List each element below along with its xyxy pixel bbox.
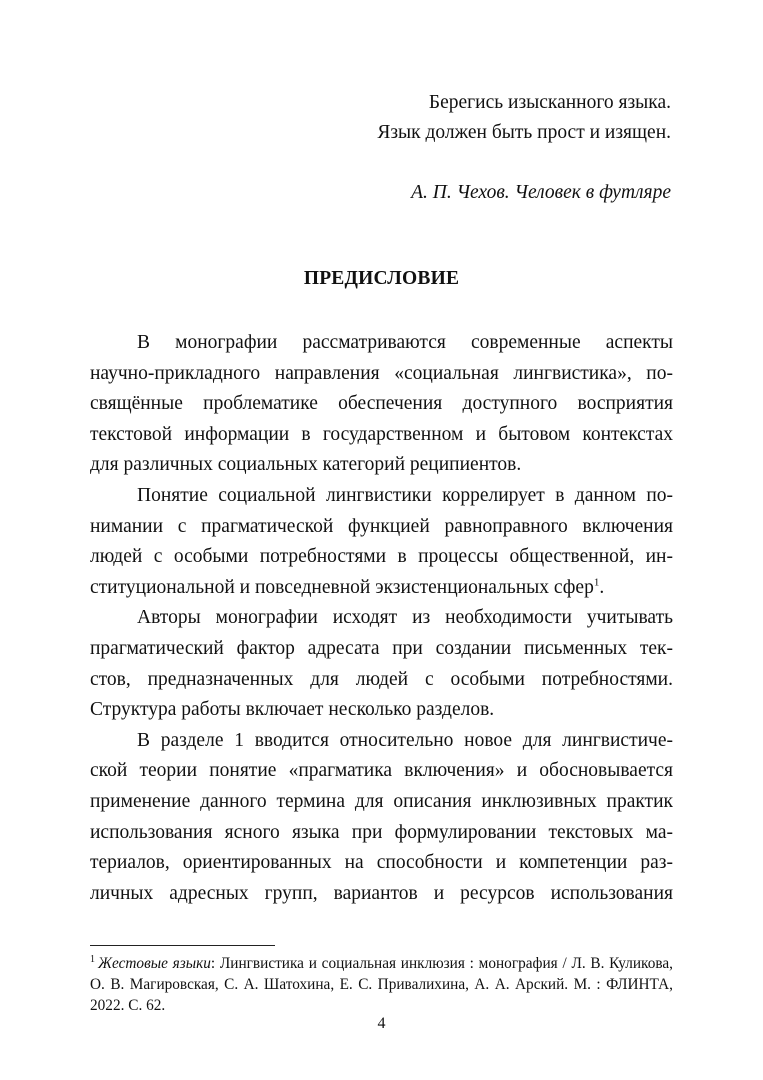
paragraph bbox=[90, 726, 673, 910]
text-line-content: ституциональной и повседневной экзистенциональных сфер bbox=[90, 576, 594, 598]
text-line: прагматический фактор адресата при создании письменных тек- bbox=[90, 637, 673, 659]
text-line: В разделе 1 вводится относительно новое для лингвистиче- bbox=[137, 729, 673, 751]
epigraph-line: Берегись изысканного языка. bbox=[428, 92, 671, 113]
text-line: людей с особыми потребностями в процессы общественной, ин- bbox=[90, 546, 673, 568]
text-line: Структура работы включает несколько разделов. bbox=[90, 699, 495, 721]
text-line: личных адресных групп, вариантов и ресурсов использования bbox=[90, 882, 673, 904]
text-line: научно-прикладного направления «социальная лингвистика», по- bbox=[90, 362, 673, 384]
text-line: применение данного термина для описания инклюзивных практик bbox=[90, 790, 673, 812]
text-line: В монографии рассматриваются современные аспекты bbox=[137, 332, 673, 353]
paragraph bbox=[90, 481, 673, 603]
epigraph-source: А. П. Чехов. Человек в футляре bbox=[411, 182, 671, 203]
body-text bbox=[90, 328, 673, 909]
text-line bbox=[90, 573, 673, 604]
text-line: использования ясного языка при формулировании текстовых ма- bbox=[90, 821, 673, 843]
text-line: для различных социальных категорий реципиентов. bbox=[90, 454, 522, 476]
footnote bbox=[90, 953, 673, 1016]
text-line: текстовой информации в государственном и бытовом контекстах bbox=[90, 423, 673, 445]
text-line: териалов, ориентированных на способности и компетенции раз- bbox=[90, 852, 673, 874]
page-number: 4 bbox=[377, 1015, 386, 1032]
paragraph bbox=[90, 603, 673, 725]
text-line: стов, предназначенных для людей с особыми потребностями. bbox=[90, 668, 673, 690]
footnote-line: 2022. С. 62. bbox=[90, 997, 166, 1014]
footnote-title: Жестовые языки bbox=[98, 955, 211, 972]
footnote-text: : Лингвистика и социальная инклюзия : монография / Л. В. Куликова, bbox=[210, 955, 673, 972]
footnote-number: 1 bbox=[90, 953, 95, 965]
epigraph-line: Язык должен быть прост и изящен. bbox=[377, 122, 671, 143]
text-line: свящённые проблематике обеспечения доступного восприятия bbox=[90, 393, 673, 415]
paragraph bbox=[90, 328, 673, 481]
epigraph bbox=[377, 88, 671, 148]
sentence-end: . bbox=[599, 576, 605, 598]
text-line: нимании с прагматической функцией равноправного включения bbox=[90, 515, 673, 537]
footnote-line: О. В. Магировская, С. А. Шатохина, Е. С. Привалихина, А. А. Арский. М. : ФЛИНТА, bbox=[90, 976, 673, 993]
section-heading: ПРЕДИСЛОВИЕ bbox=[303, 268, 460, 289]
footnote-reference[interactable]: 1 bbox=[593, 576, 600, 589]
footnote-divider bbox=[90, 945, 275, 946]
footnote-line bbox=[90, 953, 673, 974]
text-line: Авторы монографии исходят из необходимости учитывать bbox=[137, 607, 673, 629]
text-line: ской теории понятие «прагматика включения» и обосновывается bbox=[90, 760, 673, 782]
text-line: Понятие социальной лингвистики коррелирует в данном по- bbox=[137, 484, 673, 506]
